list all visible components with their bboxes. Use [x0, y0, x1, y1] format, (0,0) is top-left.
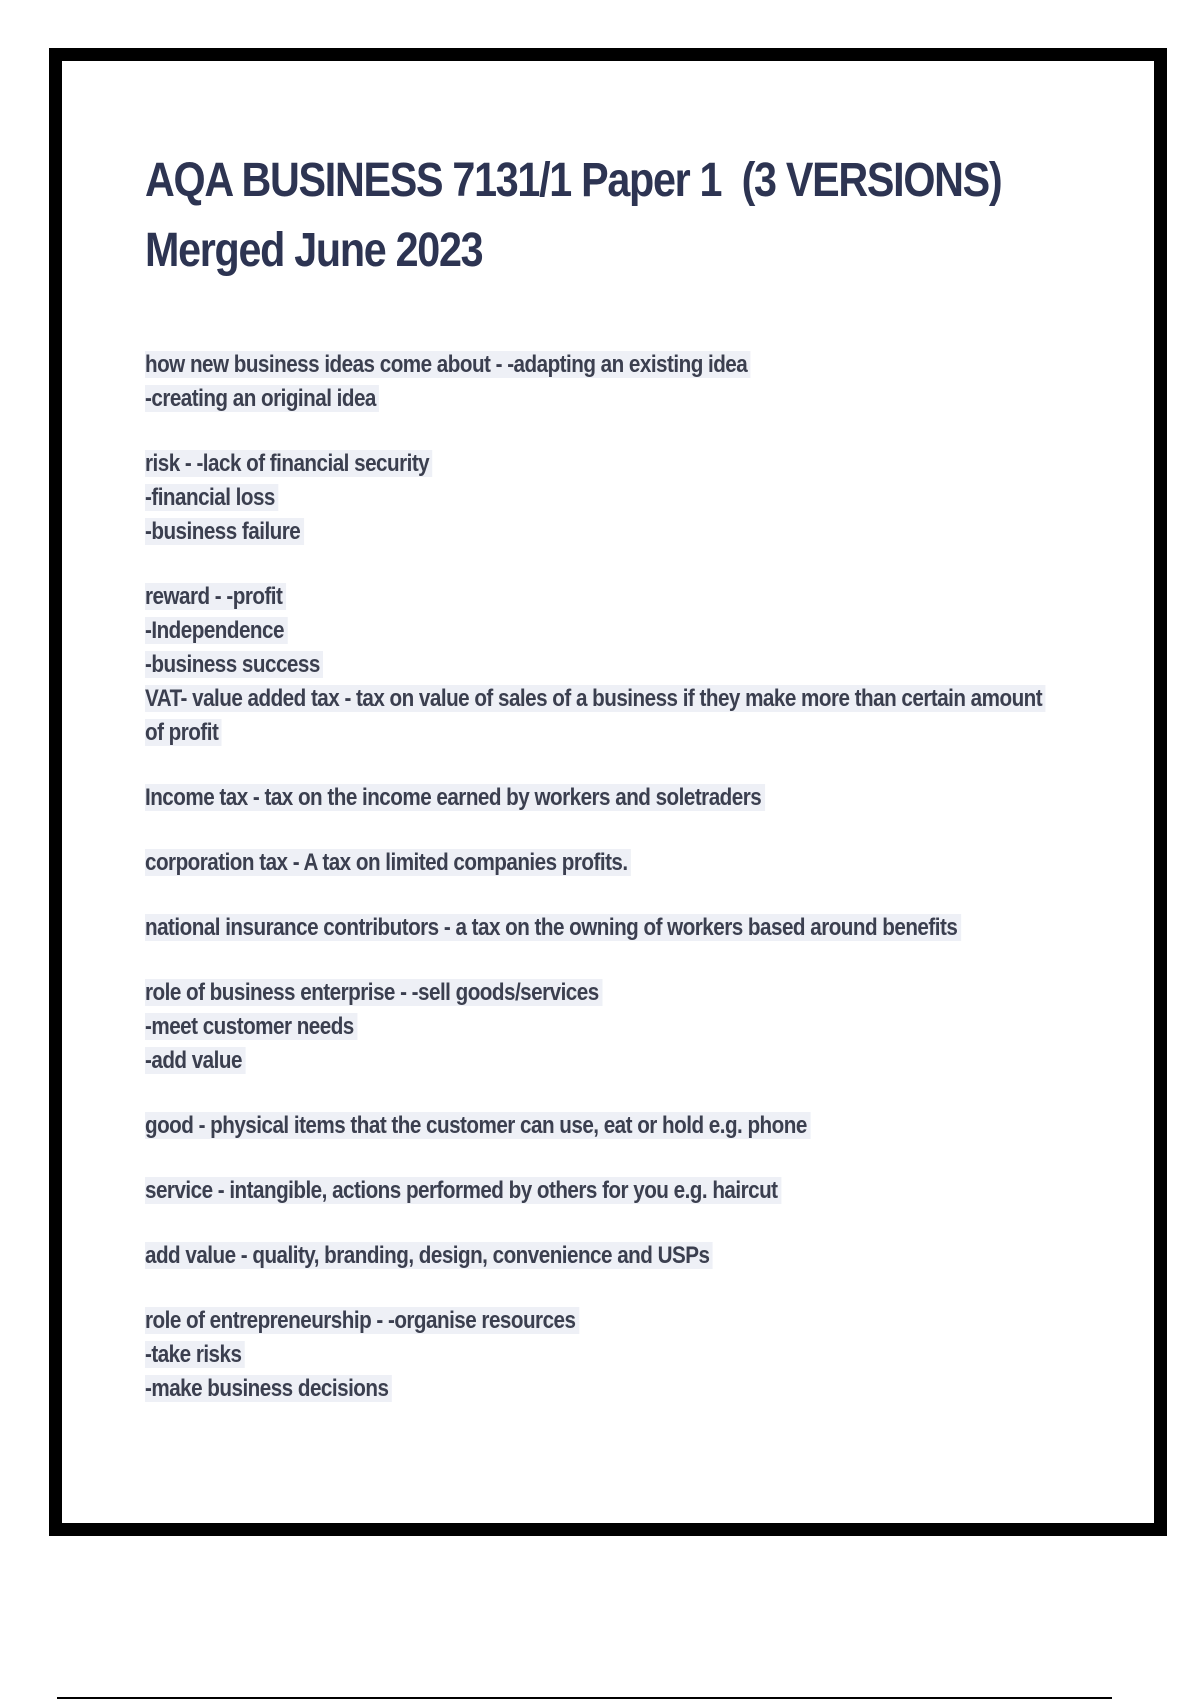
note-block — [145, 1304, 1145, 1406]
note-line — [145, 1109, 1005, 1143]
note-line — [145, 716, 1005, 750]
note-line — [145, 348, 1005, 382]
note-block — [145, 781, 1145, 815]
note-text: -add value — [145, 1047, 245, 1074]
note-text: -financial loss — [145, 484, 278, 511]
note-text: role of business enterprise - -sell goods/services — [145, 979, 602, 1006]
note-line — [145, 580, 1005, 614]
page-divider — [57, 1697, 1112, 1699]
note-text: corporation tax - A tax on limited companies profits. — [145, 849, 631, 876]
note-text: how new business ideas come about - -adapting an existing idea — [145, 351, 751, 378]
note-text: -Independence — [145, 617, 287, 644]
note-text: VAT- value added tax - tax on value of sales of a business if they make more than certain amount — [145, 685, 1046, 712]
note-block — [145, 348, 1145, 416]
note-line — [145, 648, 1005, 682]
note-text: -meet customer needs — [145, 1013, 357, 1040]
note-line — [145, 1304, 1005, 1338]
note-block — [145, 911, 1145, 945]
note-text: of profit — [145, 719, 222, 746]
note-text: role of entrepreneurship - -organise resources — [145, 1307, 579, 1334]
note-text: good - physical items that the customer can use, eat or hold e.g. phone — [145, 1112, 810, 1139]
note-line — [145, 1338, 1005, 1372]
note-line — [145, 614, 1005, 648]
note-text: add value - quality, branding, design, convenience and USPs — [145, 1242, 713, 1269]
note-line — [145, 447, 1005, 481]
note-text: Income tax - tax on the income earned by workers and soletraders — [145, 784, 765, 811]
title-line: AQA BUSINESS 7131/1 Paper 1 (3 VERSIONS) — [145, 154, 1002, 207]
note-text: -take risks — [145, 1341, 245, 1368]
note-line — [145, 382, 1005, 416]
note-block — [145, 447, 1145, 549]
document-title — [145, 146, 1005, 286]
note-text: risk - -lack of financial security — [145, 450, 433, 477]
note-block — [145, 846, 1145, 880]
note-line — [145, 515, 1005, 549]
note-block — [145, 1239, 1145, 1273]
note-line — [145, 1372, 1005, 1406]
note-text: service - intangible, actions performed by others for you e.g. haircut — [145, 1177, 781, 1204]
note-line — [145, 911, 1005, 945]
note-text: reward - -profit — [145, 583, 286, 610]
note-block — [145, 580, 1145, 750]
note-line — [145, 1044, 1005, 1078]
note-text: -creating an original idea — [145, 385, 379, 412]
note-line — [145, 682, 1043, 716]
title-line: Merged June 2023 — [145, 224, 483, 277]
note-block — [145, 976, 1145, 1078]
note-line — [145, 781, 1005, 815]
note-block — [145, 1109, 1145, 1143]
note-line — [145, 1010, 1005, 1044]
note-line — [145, 976, 1005, 1010]
note-line — [145, 481, 1005, 515]
note-line — [145, 846, 1005, 880]
note-text: national insurance contributors - a tax on the owning of workers based around benefits — [145, 914, 961, 941]
note-line — [145, 1174, 1005, 1208]
note-block — [145, 1174, 1145, 1208]
note-text: -business failure — [145, 518, 304, 545]
note-line — [145, 1239, 1005, 1273]
note-text: -make business decisions — [145, 1375, 392, 1402]
notes-body — [145, 348, 1145, 1437]
note-text: -business success — [145, 651, 323, 678]
